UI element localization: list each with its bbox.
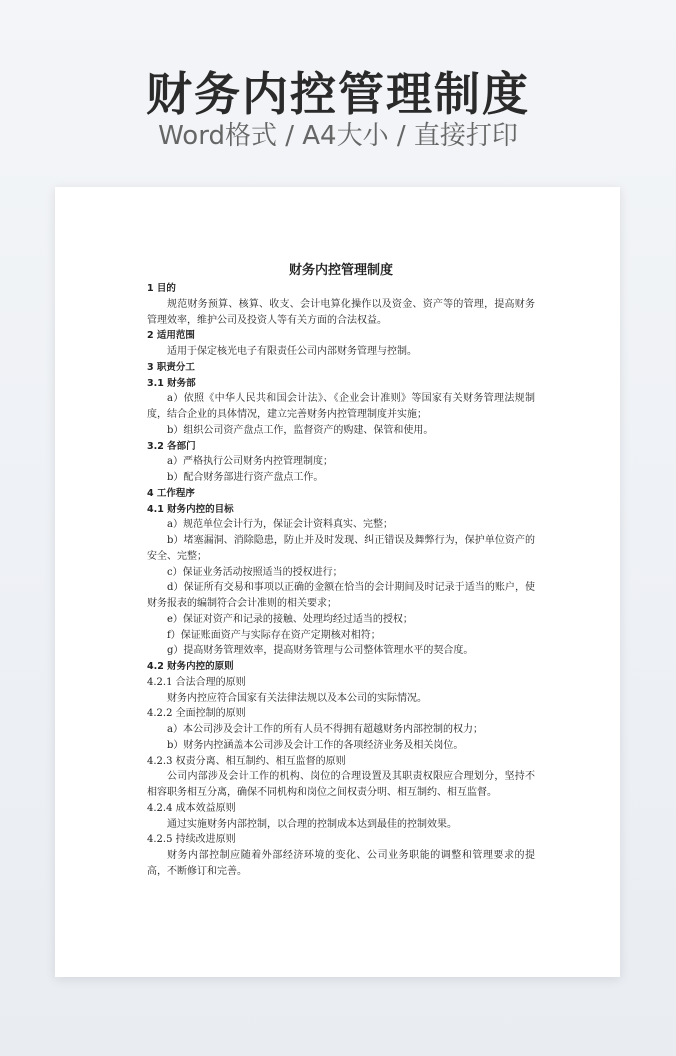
subsection-heading: 3.1 财务部 xyxy=(147,377,196,389)
principle-heading: 4.2.5 持续改进原则 xyxy=(147,834,236,846)
document-content xyxy=(147,281,535,880)
principle-heading: 4.2.4 成本效益原则 xyxy=(147,802,236,814)
paragraph: e）保证对资产和记录的接触、处理均经过适当的授权； xyxy=(167,613,413,625)
paragraph: b）配合财务部进行资产盘点工作。 xyxy=(167,472,324,483)
section-heading: 1 目的 xyxy=(147,283,176,294)
subsection-heading: 4.1 财务内控的目标 xyxy=(147,503,234,515)
paragraph: d）保证所有交易和事项以正确的金额在恰当的会计期间及时记录于适当的账户，使财务报表的编制符合会计准则的相关要求； xyxy=(147,582,535,609)
paragraph: 财务内控应符合国家有关法律法规以及本公司的实际情况。 xyxy=(167,692,427,704)
principle-heading: 4.2.2 全面控制的原则 xyxy=(147,708,246,720)
hero-subtitle: Word格式 / A4大小 / 直接打印 xyxy=(158,121,518,151)
document-title: 财务内控管理制度 xyxy=(288,263,393,278)
section-heading: 4 工作程序 xyxy=(147,487,195,499)
paragraph: a）依照《中华人民共和国会计法》、《企业会计准则》等国家有关财务管理法规制度，结合企业的具体情况，建立完善财务内控管理制度并实施； xyxy=(147,393,535,420)
paragraph: 通过实施财务内部控制，以合理的控制成本达到最佳的控制效果。 xyxy=(167,818,457,830)
principle-heading: 4.2.1 合法合理的原则 xyxy=(147,676,246,688)
document-body xyxy=(147,261,535,880)
paragraph: g）提高财务管理效率，提高财务管理与公司整体管理水平的契合度。 xyxy=(167,645,474,657)
paragraph: b）组织公司资产盘点工作，监督资产的购建、保管和使用。 xyxy=(167,424,434,436)
paragraph: c）保证业务活动按照适当的授权进行； xyxy=(167,566,343,578)
document-page xyxy=(55,187,620,977)
paragraph: a）本公司涉及会计工作的所有人员不得拥有超越财务内部控制的权力； xyxy=(167,724,483,735)
paragraph: a）严格执行公司财务内控管理制度； xyxy=(167,456,333,468)
paragraph: 财务内部控制应随着外部经济环境的变化、公司业务职能的调整和管理要求的提高，不断修订和完善。 xyxy=(147,850,535,877)
section-heading: 3 职责分工 xyxy=(147,361,195,373)
paragraph: a）规范单位会计行为，保证会计资料真实、完整； xyxy=(167,519,393,531)
paragraph: f）保证账面资产与实际存在资产定期核对相符； xyxy=(167,629,381,641)
paragraph: 公司内部涉及会计工作的机构、岗位的合理设置及其职责权限应合理划分，坚持不相容职务相互分离，确保不同机构和岗位之间权责分明、相互制约、相互监督。 xyxy=(147,771,535,798)
paragraph: 规范财务预算、核算、收支、会计电算化操作以及资金、资产等的管理，提高财务管理效率，维护公司及投资人等有关方面的合法权益。 xyxy=(147,298,535,326)
paragraph: b）财务内控涵盖本公司涉及会计工作的各项经济业务及相关岗位。 xyxy=(167,739,464,751)
paragraph: b）堵塞漏洞、消除隐患，防止并及时发现、纠正错误及舞弊行为，保护单位资产的安全、完整； xyxy=(147,535,535,562)
paragraph: 适用于保定核光电子有限责任公司内部财务管理与控制。 xyxy=(167,346,417,357)
subsection-heading: 4.2 财务内控的原则 xyxy=(147,661,234,672)
hero-title: 财务内控管理制度 xyxy=(146,67,530,121)
subsection-heading: 3.2 各部门 xyxy=(147,440,196,452)
principle-heading: 4.2.3 权责分离、相互制约、相互监督的原则 xyxy=(147,755,346,767)
section-heading: 2 适用范围 xyxy=(147,330,195,342)
